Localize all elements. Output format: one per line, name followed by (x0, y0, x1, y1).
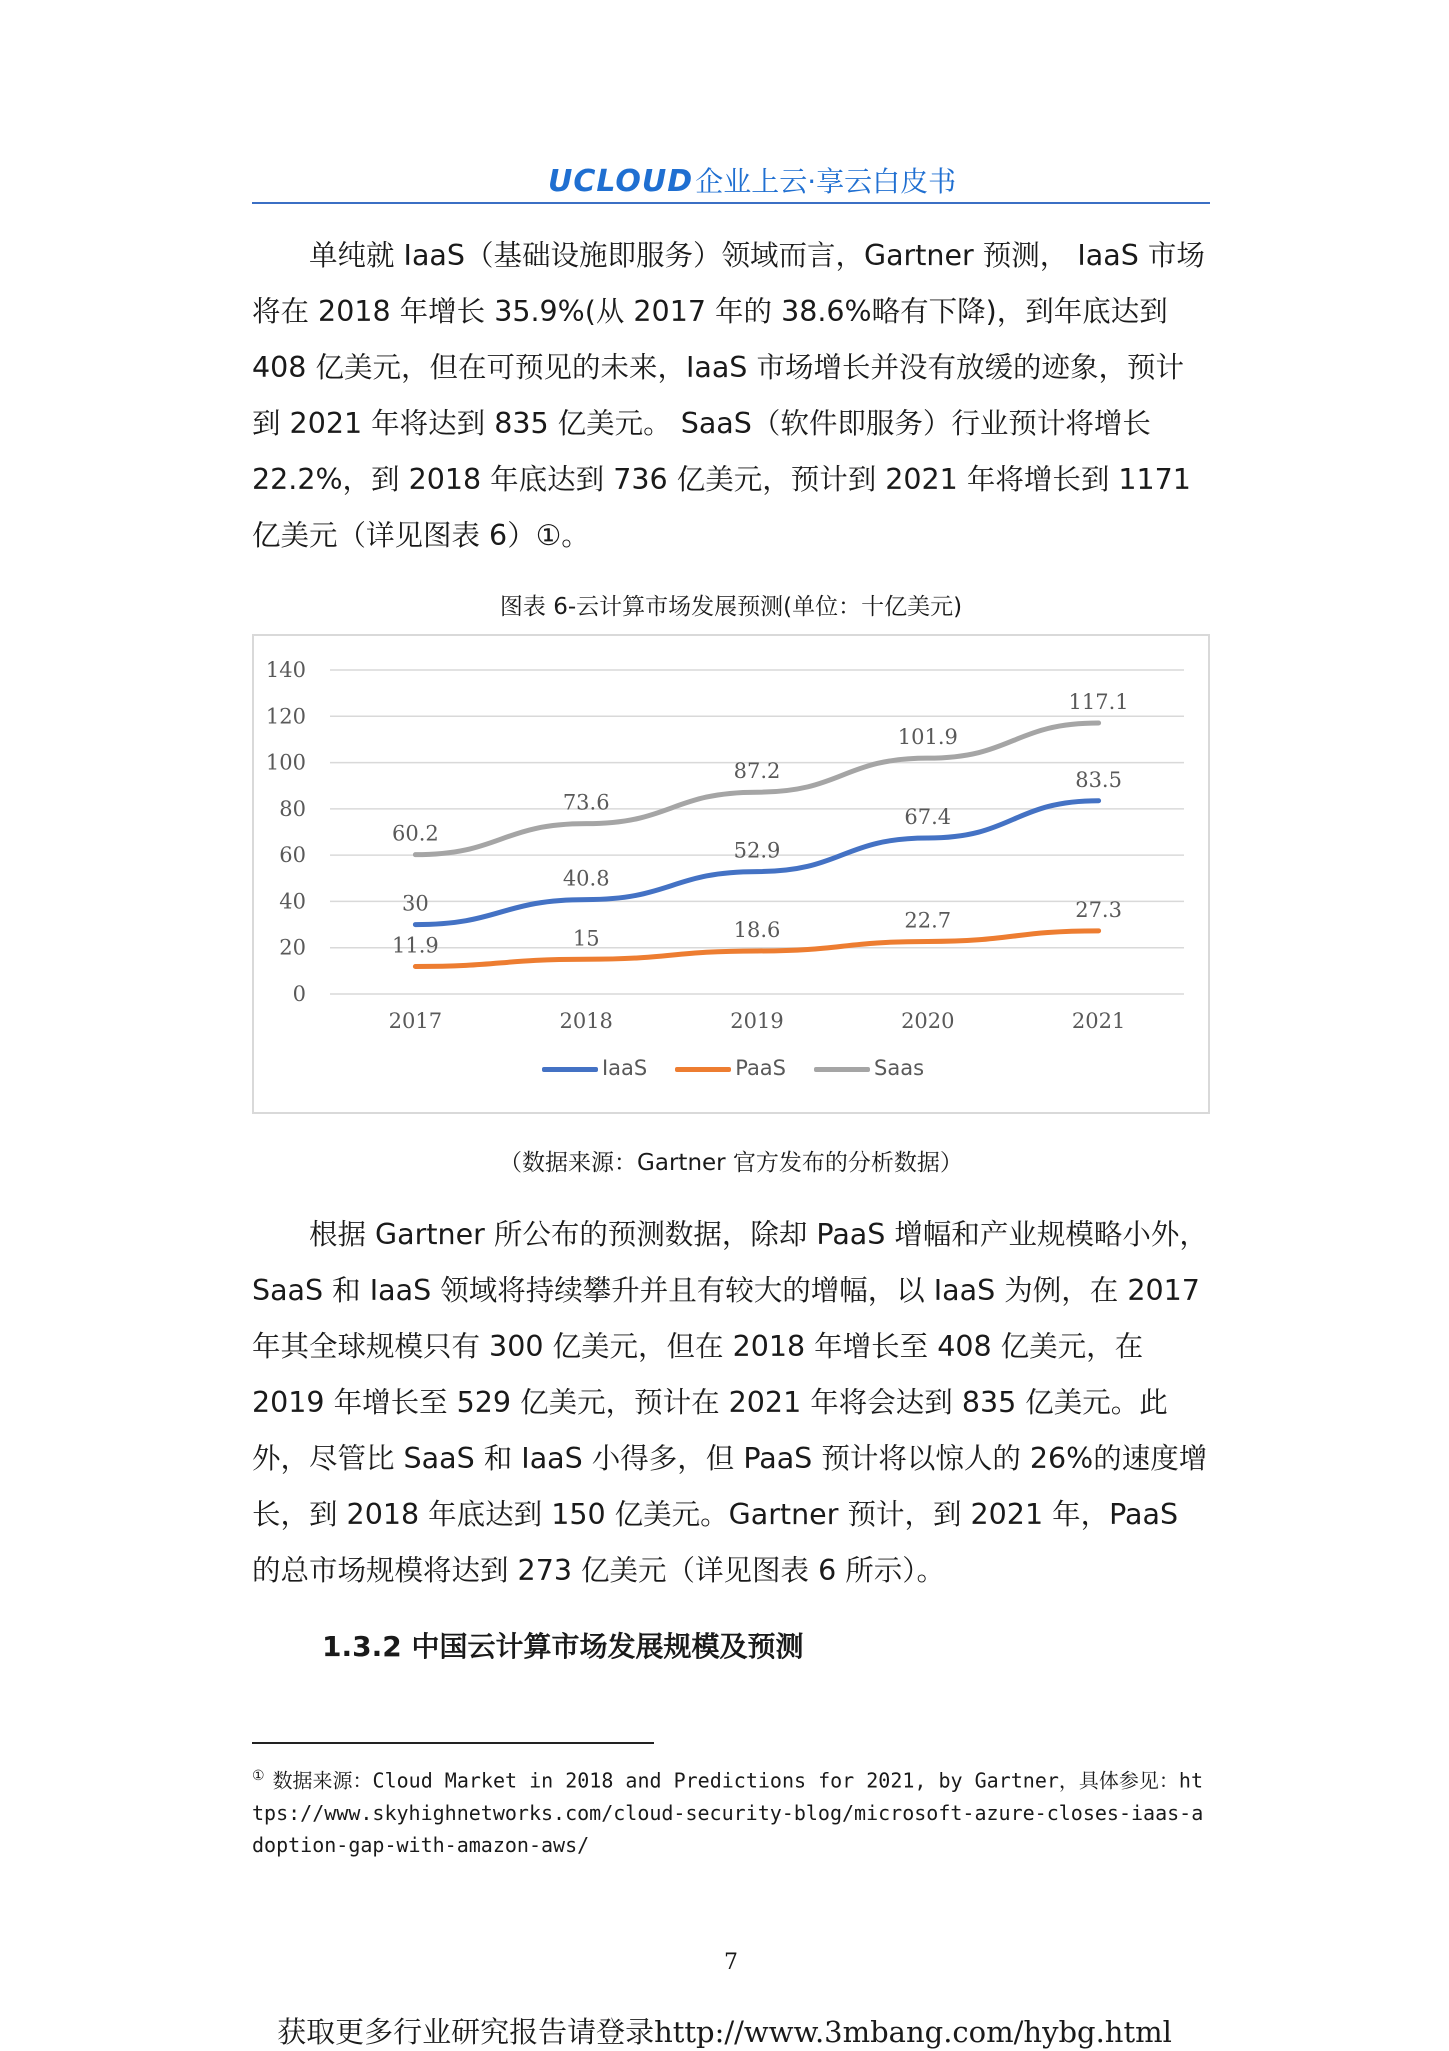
data-label-saas: 73.6 (562, 790, 610, 815)
data-label-paas: 18.6 (733, 917, 781, 942)
data-label-iaas: 40.8 (562, 866, 610, 891)
y-tick-label: 80 (279, 796, 306, 821)
y-tick-label: 140 (265, 658, 306, 682)
footnote-marker: ① (252, 1768, 265, 1784)
data-source-note: （数据来源：Gartner 官方发布的分析数据） (499, 1150, 963, 1176)
y-tick-label: 20 (279, 935, 306, 960)
legend-swatch (675, 1067, 731, 1072)
series-line-saas (415, 723, 1098, 855)
x-tick-label: 2019 (730, 1009, 784, 1033)
legend-item-iaas (542, 1056, 647, 1080)
header-rule (252, 202, 1210, 204)
legend-item-saas (814, 1056, 924, 1080)
chart-legend (254, 1056, 1212, 1080)
data-label-paas: 22.7 (904, 908, 952, 933)
data-label-iaas: 30 (402, 891, 429, 916)
x-tick-label: 2017 (388, 1009, 443, 1033)
header-title: 企业上云·享云白皮书 (695, 165, 957, 198)
y-tick-label: 100 (265, 750, 306, 775)
footnote (252, 1760, 1210, 1861)
x-tick-label: 2018 (559, 1009, 613, 1033)
page-header (252, 150, 1210, 206)
footnote-rule (252, 1742, 654, 1744)
legend-label: Saas (874, 1056, 925, 1080)
data-label-saas: 117.1 (1068, 689, 1129, 714)
ucloud-logo: UCLOUD (548, 164, 694, 199)
data-label-paas: 11.9 (392, 933, 439, 958)
chart-canvas (254, 636, 1208, 1112)
data-label-iaas: 52.9 (733, 838, 781, 863)
line-chart (252, 634, 1210, 1114)
footnote-text: 数据来源：Cloud Market in 2018 and Predictions for 2021, by Gartner，具体参见：https://www.skyhighnetworks.com/cloud-security-blog/microsoft-azure-closes-iaas-adoption-gap-with-amazon-aws/ (252, 1768, 1204, 1857)
data-label-saas: 60.2 (392, 821, 439, 846)
y-tick-label: 0 (292, 982, 306, 1006)
y-tick-label: 120 (265, 704, 306, 729)
y-tick-label: 60 (279, 843, 306, 868)
data-label-saas: 101.9 (897, 725, 958, 750)
legend-label: PaaS (735, 1056, 787, 1080)
paragraph-gartner-analysis: 根据 Gartner 所公布的预测数据，除却 PaaS 增幅和产业规模略小外，SaaS 和 IaaS 领域将持续攀升并且有较大的增幅，以 IaaS 为例，在 2017 年其全球规模只有 300 亿美元，但在 2018 年增长至 408 亿美元，在 2019 年增长至 529 亿美元，预计在 2021 年将会达到 835 亿美元。此外，尽管比 SaaS 和 IaaS 小得多，但 PaaS 预计将以惊人的 26%的速度增长，到 2018 年底达到 150 亿美元。Gartner 预计，到 2021 年，PaaS 的总市场规模将达到 273 亿美元（详见图表 6 所示）。 (252, 1218, 1208, 1587)
brand (548, 160, 956, 200)
y-tick-label: 40 (279, 889, 306, 914)
data-label-paas: 27.3 (1075, 897, 1122, 922)
x-tick-label: 2020 (901, 1009, 955, 1033)
legend-swatch (542, 1067, 598, 1072)
legend-label: IaaS (601, 1056, 648, 1080)
x-tick-label: 2021 (1071, 1009, 1126, 1033)
data-label-iaas: 83.5 (1075, 767, 1122, 792)
data-label-saas: 87.2 (733, 759, 781, 784)
promo-link-text[interactable]: 获取更多行业研究报告请登录http://www.3mbang.com/hybg.html (277, 2015, 1172, 2049)
legend-item-paas (675, 1056, 786, 1080)
page-number: 7 (724, 1950, 738, 1975)
data-label-iaas: 67.4 (904, 805, 952, 830)
series-line-iaas (415, 801, 1098, 925)
figure-caption: 图表 6-云计算市场发展预测(单位：十亿美元) (499, 594, 963, 620)
section-heading: 1.3.2 中国云计算市场发展规模及预测 (322, 1630, 804, 1663)
data-label-paas: 15 (572, 926, 600, 951)
paragraph-iaas-saas-forecast: 单纯就 IaaS（基础设施即服务）领域而言，Gartner 预测， IaaS 市场将在 2018 年增长 35.9%(从 2017 年的 38.6%略有下降)，到年底达到 408 亿美元，但在可预见的未来，IaaS 市场增长并没有放缓的迹象，预计到 2021 年将达到 835 亿美元。 SaaS（软件即服务）行业预计将增长 22.2%，到 2018 年底达到 736 亿美元，预计到 2021 年将增长到 1171 亿美元（详见图表 6）①。 (252, 239, 1205, 552)
legend-swatch (814, 1067, 870, 1072)
